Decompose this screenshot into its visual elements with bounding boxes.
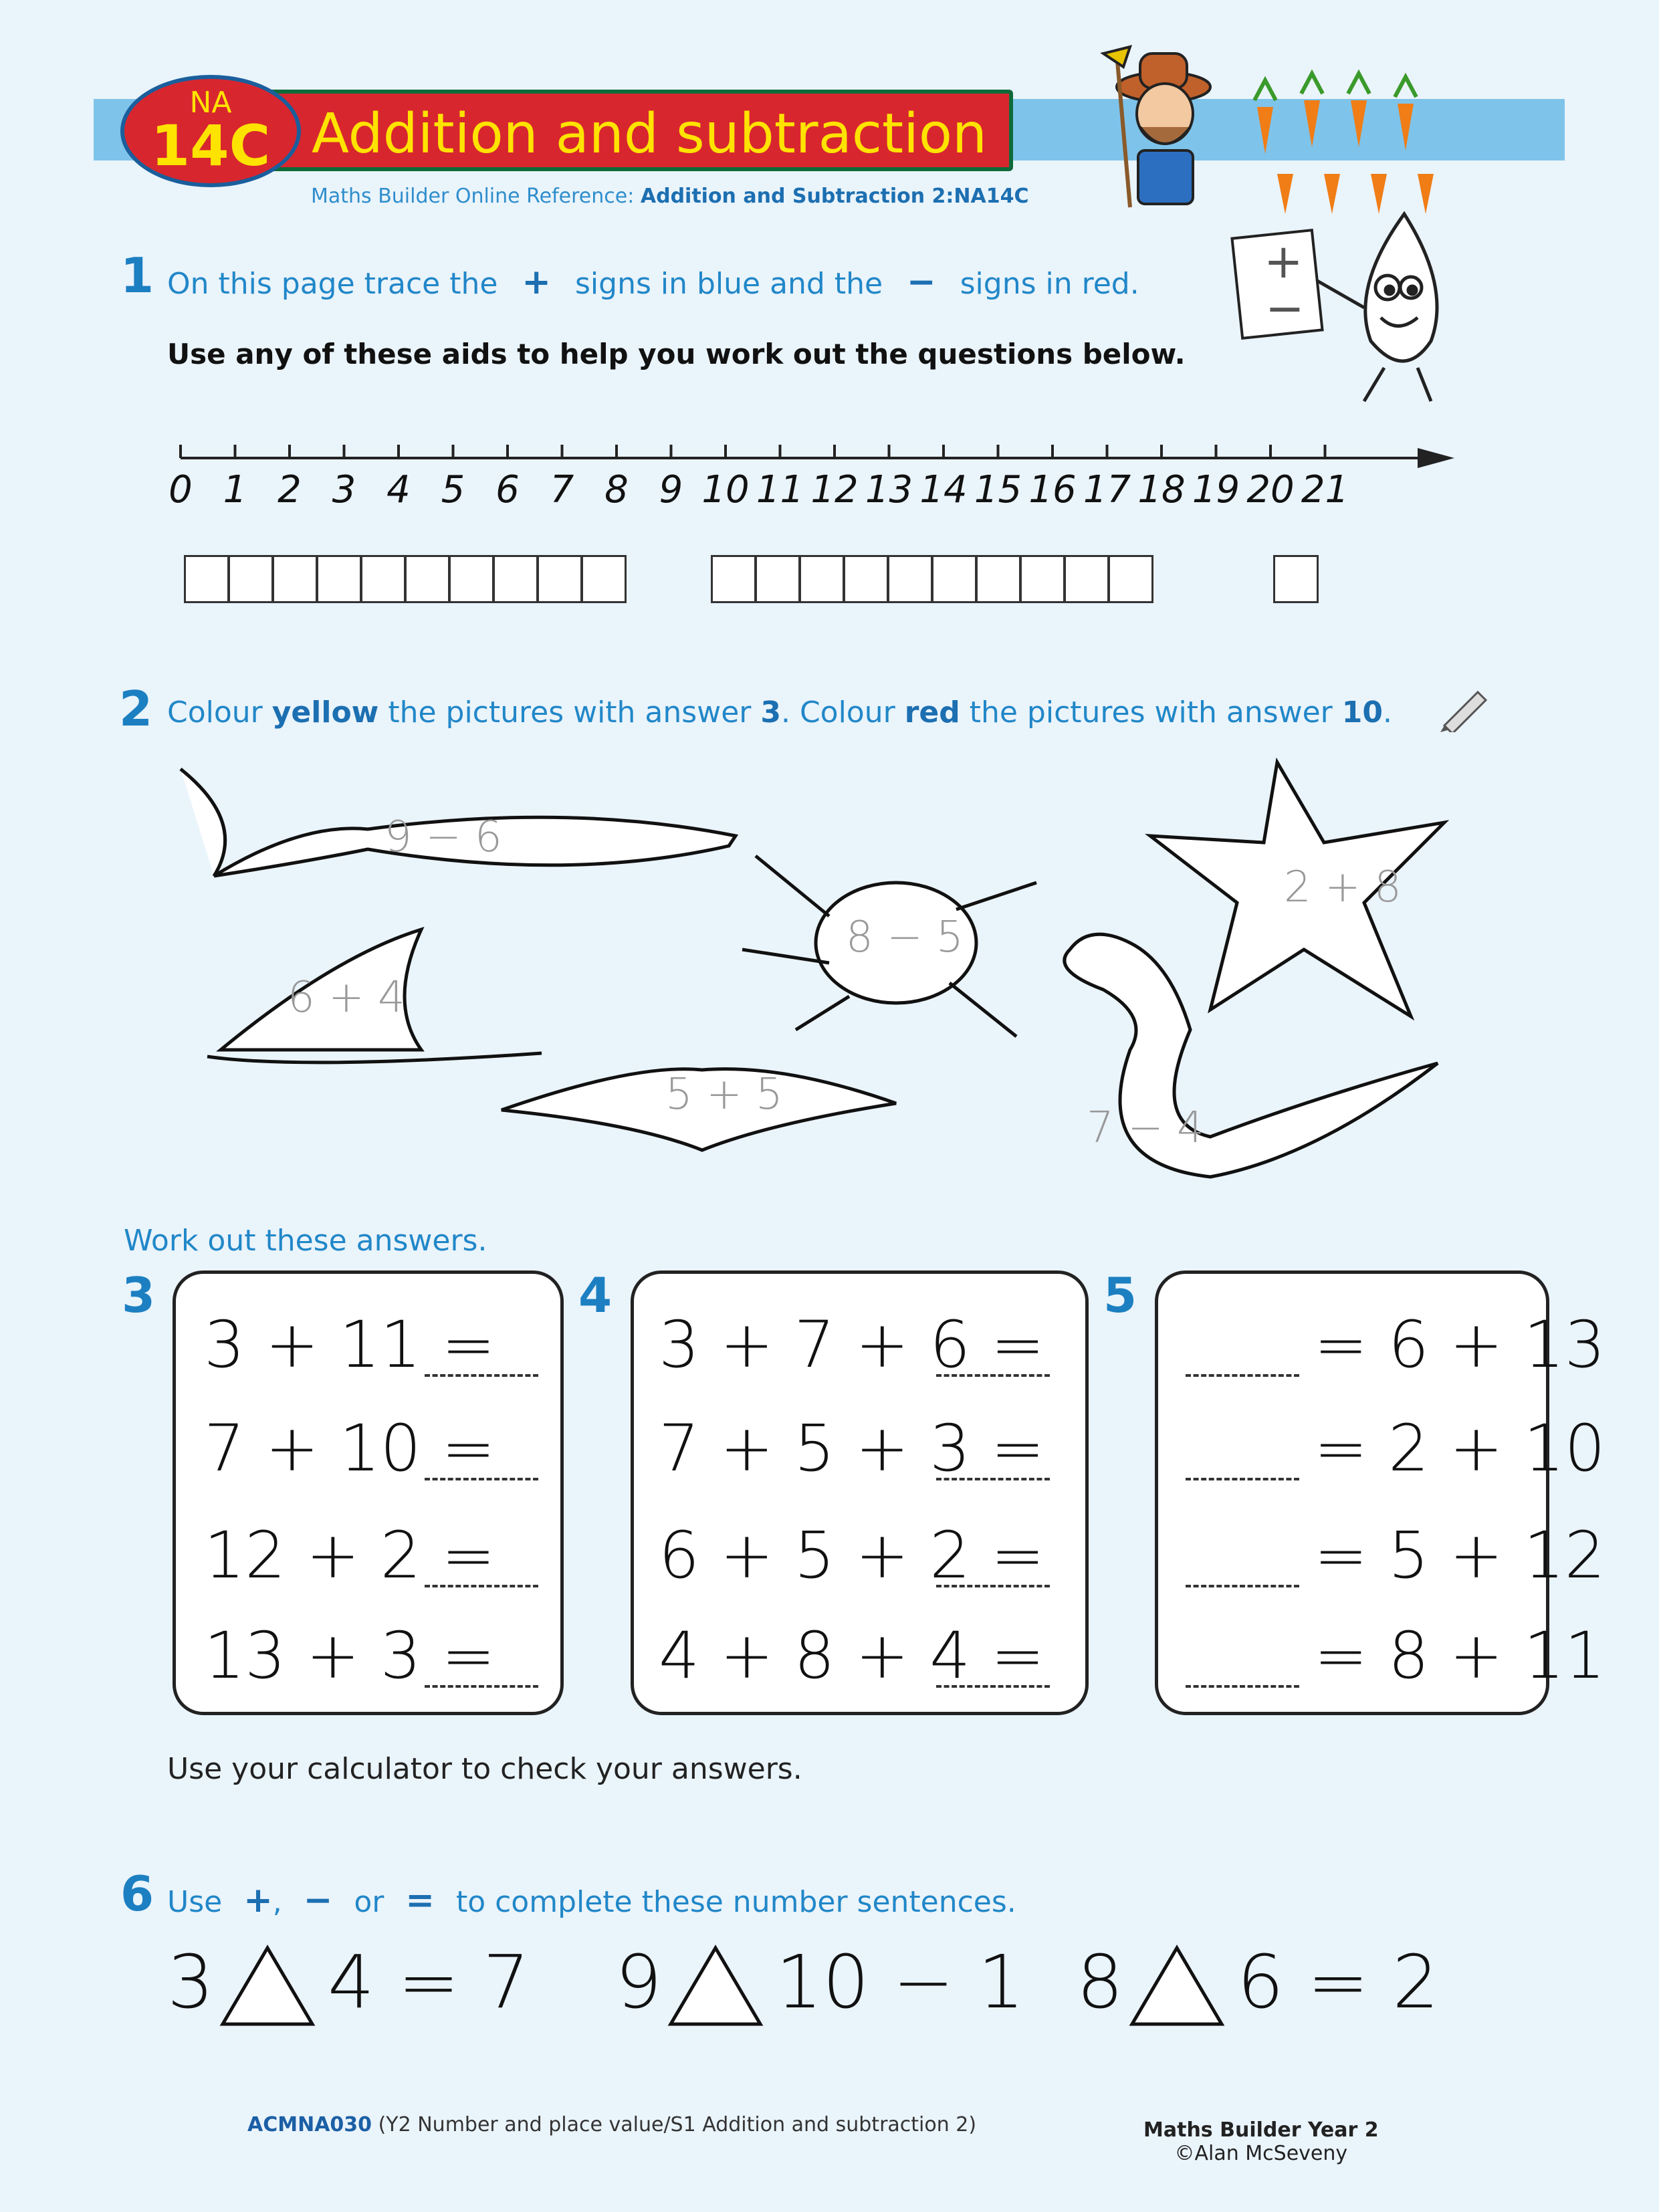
- sentence-right: 6 = 2: [1237, 1939, 1440, 2025]
- q3-sum: 3 + 11 =: [204, 1307, 495, 1382]
- unit-cube: [581, 555, 627, 603]
- question-2-instruction: [167, 695, 1392, 730]
- unit-cube: [1020, 555, 1065, 603]
- triangle-blank[interactable]: [1127, 1943, 1227, 2029]
- stingray-label: 5 + 5: [665, 1070, 783, 1119]
- plus-sign: +: [522, 262, 551, 302]
- reference-value: Addition and Subtraction 2:NA14C: [640, 185, 1029, 208]
- equals-sign: =: [405, 1880, 435, 1920]
- q4-sum: 4 + 8 + 4 =: [659, 1618, 1045, 1693]
- answer-blank[interactable]: [425, 1585, 538, 1587]
- q1-text-c: signs in red.: [960, 267, 1139, 301]
- unit-cube: [711, 555, 756, 603]
- number-line-label: 3: [332, 468, 356, 512]
- answer-three: 3: [760, 695, 781, 730]
- answer-blank[interactable]: [425, 1374, 538, 1377]
- strand-text: (Y2 Number and place value/S1 Addition and subtraction 2): [372, 2113, 977, 2136]
- q2-text-d: the pictures with answer: [960, 695, 1342, 730]
- q5-sum: = 6 + 13: [1314, 1307, 1606, 1382]
- question-1-number: 1: [120, 247, 154, 304]
- number-line-label: 7: [550, 468, 574, 512]
- number-line-label: 14: [919, 468, 968, 512]
- number-line-label: 12: [810, 468, 859, 512]
- question-6-instruction: [167, 1880, 1016, 1920]
- unit-cube: [537, 555, 582, 603]
- svg-text:−: −: [1265, 281, 1305, 336]
- q4-sum: 3 + 7 + 6 =: [659, 1307, 1045, 1382]
- answer-blank[interactable]: [1186, 1685, 1299, 1688]
- book-title: Maths Builder Year 2: [1143, 2118, 1379, 2142]
- aids-instruction: Use any of these aids to help you work out the questions below.: [167, 338, 1186, 370]
- page-title: Addition and subtraction: [227, 90, 1013, 171]
- plus-minus-sign-icon: [1232, 230, 1322, 338]
- q6-text-a: Use: [167, 1885, 223, 1919]
- book-credit: [1143, 2118, 1379, 2165]
- answer-blank[interactable]: [425, 1478, 538, 1480]
- unit-cube: [272, 555, 318, 603]
- drop-character-icon: [1317, 214, 1437, 401]
- online-reference: [311, 185, 1028, 208]
- number-line-label: 20: [1246, 468, 1295, 512]
- number-line-label: 11: [756, 468, 804, 512]
- badge-code: 14C: [150, 113, 271, 179]
- unit-cube: [316, 555, 362, 603]
- minus-sign: −: [303, 1880, 333, 1920]
- unit-cube: [887, 555, 933, 603]
- sea-creatures-illustration: [167, 749, 1505, 1184]
- question-3-number: 3: [122, 1267, 156, 1323]
- colour-red: red: [904, 695, 960, 730]
- q3-sum: 7 + 10 =: [204, 1411, 495, 1486]
- number-line-label: 5: [441, 468, 465, 512]
- unit-cube: [1273, 555, 1319, 603]
- number-line-label: 2: [278, 468, 302, 512]
- triangle-blank[interactable]: [665, 1943, 766, 2029]
- answer-blank[interactable]: [425, 1685, 538, 1688]
- answer-blank[interactable]: [1186, 1478, 1299, 1480]
- sentence-right: 4 = 7: [328, 1939, 530, 2025]
- svg-text:+: +: [1264, 234, 1303, 289]
- number-line-label: 1: [223, 468, 247, 512]
- number-line-label: 10: [701, 468, 750, 512]
- question-4-number: 4: [578, 1267, 613, 1323]
- q2-text-c: . Colour: [780, 695, 905, 730]
- unit-cube: [1108, 555, 1153, 603]
- unit-cube: [449, 555, 494, 603]
- colour-yellow: yellow: [271, 695, 379, 730]
- carrots-icon: [1254, 74, 1434, 214]
- unit-cube: [360, 555, 406, 603]
- badge-strand: NA: [189, 86, 232, 120]
- answer-blank[interactable]: [1186, 1374, 1299, 1377]
- starfish-label: 2 + 8: [1284, 863, 1402, 912]
- number-line-label: 8: [604, 468, 629, 512]
- sea-snake-label: 7 − 4: [1087, 1103, 1204, 1153]
- unit-cube: [228, 555, 273, 603]
- unit-cube: [1064, 555, 1109, 603]
- q1-text-a: On this page trace the: [167, 267, 498, 301]
- number-line-label: 4: [386, 468, 411, 512]
- answer-blank[interactable]: [936, 1585, 1050, 1587]
- calculator-note: Use your calculator to check your answers.: [167, 1752, 802, 1786]
- unit-cube: [931, 555, 977, 603]
- curriculum-code: [247, 2113, 976, 2136]
- farmer-carrots-illustration: [1077, 27, 1585, 221]
- reference-prefix: Maths Builder Online Reference:: [311, 185, 641, 208]
- question-2-number: 2: [119, 681, 153, 737]
- number-line-label: 16: [1028, 468, 1077, 512]
- farmer-icon: [1103, 47, 1210, 207]
- q2-text-b: the pictures with answer: [378, 695, 761, 730]
- arrow-right-icon: [1418, 448, 1454, 468]
- sentence-left: 9: [615, 1939, 662, 2025]
- q5-sum: = 5 + 12: [1314, 1518, 1606, 1593]
- q2-text-a: Colour: [167, 695, 272, 730]
- unit-cube: [184, 555, 229, 603]
- q1-text-b: signs in blue and the: [575, 267, 883, 301]
- minus-sign: −: [907, 262, 936, 302]
- copyright: ©Alan McSeveny: [1174, 2142, 1348, 2165]
- number-line-label: 19: [1192, 468, 1240, 512]
- number-line-label: 18: [1137, 468, 1186, 512]
- answer-blank[interactable]: [936, 1685, 1050, 1688]
- answer-blank[interactable]: [1186, 1585, 1299, 1587]
- sentence-left: 8: [1077, 1939, 1123, 2025]
- question-1-instruction: [167, 262, 1139, 302]
- answer-ten: 10: [1341, 695, 1383, 730]
- answer-blank[interactable]: [936, 1374, 1050, 1377]
- crab-label: 8 − 5: [846, 913, 964, 962]
- unit-cube: [755, 555, 800, 603]
- triangle-blank[interactable]: [217, 1943, 318, 2029]
- barracuda-label: 9 − 6: [384, 812, 502, 862]
- number-line-label: 17: [1083, 468, 1131, 512]
- q3-sum: 13 + 3 =: [204, 1618, 495, 1693]
- unit-cube: [799, 555, 845, 603]
- q4-sum: 6 + 5 + 2 =: [659, 1518, 1045, 1593]
- q5-sum: = 8 + 11: [1314, 1618, 1606, 1693]
- paint-drop-mascot: [1230, 207, 1511, 415]
- q5-sum: = 2 + 10: [1314, 1411, 1606, 1486]
- plus-sign: +: [243, 1880, 273, 1920]
- number-line-label: 21: [1301, 468, 1349, 512]
- q6-text-b: to complete these number sentences.: [455, 1885, 1016, 1919]
- unit-cube: [405, 555, 450, 603]
- unit-cube: [843, 555, 889, 603]
- lesson-badge: [120, 75, 301, 187]
- unit-cube: [493, 555, 538, 603]
- shark-label: 6 + 4: [288, 973, 405, 1022]
- number-line-label: 6: [495, 468, 520, 512]
- q6-comma: ,: [272, 1885, 282, 1919]
- pencil-icon: [1438, 685, 1491, 732]
- question-6-number: 6: [120, 1866, 154, 1922]
- sentence-left: 3: [167, 1939, 214, 2025]
- sentence-right: 10 − 1: [776, 1939, 1025, 2025]
- q3-sum: 12 + 2 =: [204, 1518, 495, 1593]
- q4-sum: 7 + 5 + 3 =: [659, 1411, 1045, 1486]
- unit-cube: [976, 555, 1021, 603]
- q2-text-e: .: [1383, 695, 1392, 730]
- work-out-heading: Work out these answers.: [124, 1224, 487, 1258]
- number-line-label: 9: [659, 468, 683, 512]
- answer-blank[interactable]: [936, 1478, 1050, 1480]
- number-line-label: 13: [865, 468, 913, 512]
- number-line-label: 0: [169, 468, 193, 512]
- number-line-label: 15: [974, 468, 1022, 512]
- q6-or: or: [354, 1885, 384, 1919]
- question-5-number: 5: [1103, 1267, 1137, 1323]
- acmna-code: ACMNA030: [247, 2113, 372, 2136]
